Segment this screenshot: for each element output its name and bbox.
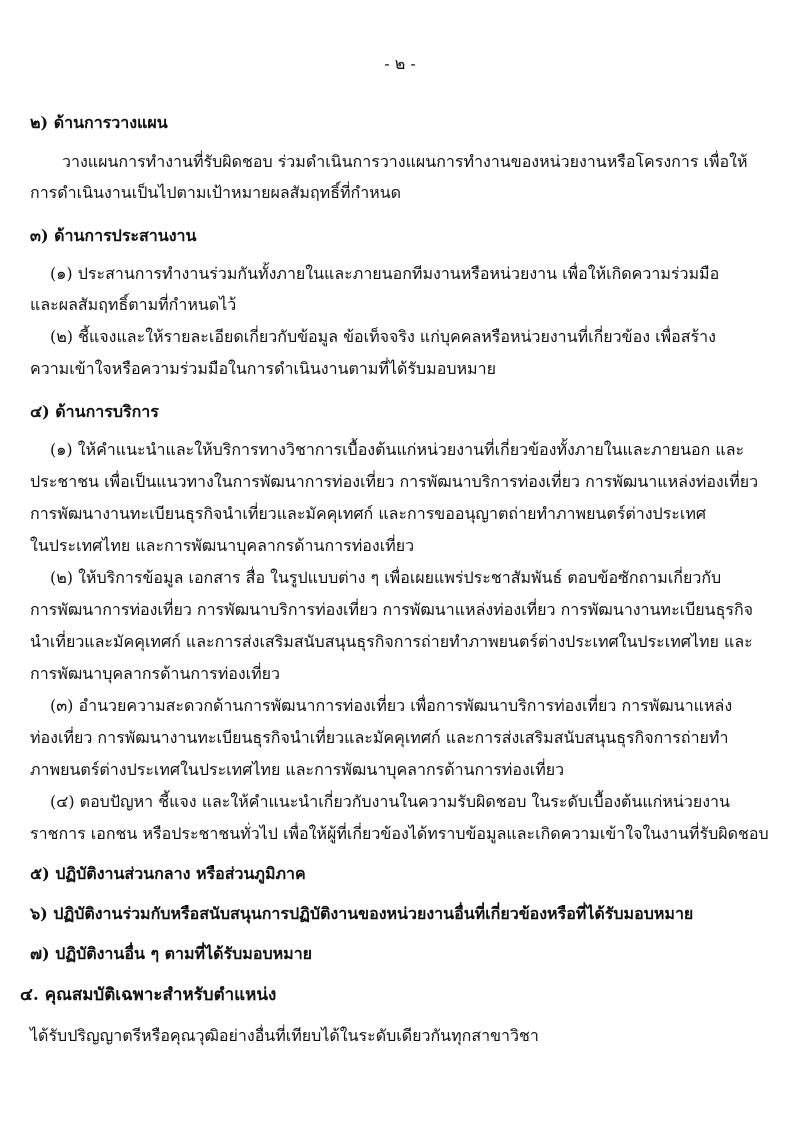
heading-support-other-units: ๖) ปฏิบัติงานร่วมกับหรือสนับสนุนการปฏิบัติงานของหน่วยงานอื่นที่เกี่ยวข้องหรือที่ได้รับมอบหมาย [30,904,694,923]
paragraph-line: การดำเนินงานเป็นไปตามเป้าหมายผลสัมฤทธิ์ที่กำหนด [30,183,402,202]
paragraph-line: นำเที่ยวและมัคคุเทศก์ และการส่งเสริมสนับสนุนธุรกิจการถ่ายทำภาพยนตร์ต่างประเทศในประเทศไทย และ [30,632,753,651]
heading-central-regional: ๕) ปฏิบัติงานส่วนกลาง หรือส่วนภูมิภาค [30,864,306,883]
paragraph-line: การพัฒนางานทะเบียนธุรกิจนำเที่ยวและมัคคุเทศก์ และการขออนุญาตถ่ายทำภาพยนตร์ต่างประเทศ [30,504,707,523]
page-number: - ๒ - [384,54,416,73]
paragraph-line: ประชาชน เพื่อเป็นแนวทางในการพัฒนาการท่องเที่ยว การพัฒนาบริการท่องเที่ยว การพัฒนาแหล่งท่องเที่ยว [30,472,759,491]
heading-planning: ๒) ด้านการวางแผน [30,113,168,132]
paragraph-line: (๒) ชี้แจงและให้รายละเอียดเกี่ยวกับข้อมูล ข้อเท็จจริง แก่บุคคลหรือหน่วยงานที่เกี่ยวข้อง เพื่อสร้าง [50,327,716,346]
paragraph-line: (๒) ให้บริการข้อมูล เอกสาร สื่อ ในรูปแบบต่าง ๆ เพื่อเผยแพร่ประชาสัมพันธ์ ตอบข้อซักถามเกี่ยวกับ [50,568,722,587]
heading-other-assigned: ๗) ปฏิบัติงานอื่น ๆ ตามที่ได้รับมอบหมาย [30,944,313,963]
paragraph-line: ราชการ เอกชน หรือประชาชนทั่วไป เพื่อให้ผู้ที่เกี่ยวข้องได้ทราบข้อมูลและเกิดความเข้าใจในงานที่รับผิดชอบ [30,824,769,843]
heading-service: ๔) ด้านการบริการ [30,402,159,421]
paragraph-line: (๓) อำนวยความสะดวกด้านการพัฒนาการท่องเที่ยว เพื่อการพัฒนาบริการท่องเที่ยว การพัฒนาแหล่ง [50,696,733,715]
paragraph-line: (๑) ประสานการทำงานร่วมกันทั้งภายในและภายนอกทีมงานหรือหน่วยงาน เพื่อให้เกิดความร่วมมือ [50,264,720,283]
paragraph-line: (๔) ตอบปัญหา ชี้แจง และให้คำแนะนำเกี่ยวกับงานในความรับผิดชอบ ในระดับเบื้องต้นแก่หน่วยงาน [50,792,730,811]
paragraph-line: ในประเทศไทย และการพัฒนาบุคลากรด้านการท่องเที่ยว [30,536,415,555]
paragraph-line: ความเข้าใจหรือความร่วมมือในการดำเนินงานตามที่ได้รับมอบหมาย [30,359,496,378]
paragraph-line: การพัฒนาบุคลากรด้านการท่องเที่ยว [30,664,281,683]
paragraph-line: (๑) ให้คำแนะนำและให้บริการทางวิชาการเบื้องต้นแก่หน่วยงานที่เกี่ยวข้องทั้งภายในและภายนอก และ [50,440,745,459]
paragraph-line: ท่องเที่ยว การพัฒนางานทะเบียนธุรกิจนำเที่ยวและมัคคุเทศก์ และการส่งเสริมสนับสนุนธุรกิจการถ่ายทำ [30,728,729,747]
paragraph-line: วางแผนการทำงานที่รับผิดชอบ ร่วมดำเนินการวางแผนการทำงานของหน่วยงานหรือโครงการ เพื่อให้ [62,152,748,171]
paragraph-line: ได้รับปริญญาตรีหรือคุณวุฒิอย่างอื่นที่เทียบได้ในระดับเดียวกันทุกสาขาวิชา [30,1026,539,1045]
paragraph-line: การพัฒนาการท่องเที่ยว การพัฒนาบริการท่องเที่ยว การพัฒนาแหล่งท่องเที่ยว การพัฒนางานทะเบียนธุรกิจ [30,600,754,619]
section-qualifications-heading: ๔. คุณสมบัติเฉพาะสำหรับตำแหน่ง [20,985,277,1005]
heading-coordination: ๓) ด้านการประสานงาน [30,226,197,245]
paragraph-line: และผลสัมฤทธิ์ตามที่กำหนดไว้ [30,295,237,314]
paragraph-line: ภาพยนตร์ต่างประเทศในประเทศไทย และการพัฒนาบุคลากรด้านการท่องเที่ยว [30,760,565,779]
